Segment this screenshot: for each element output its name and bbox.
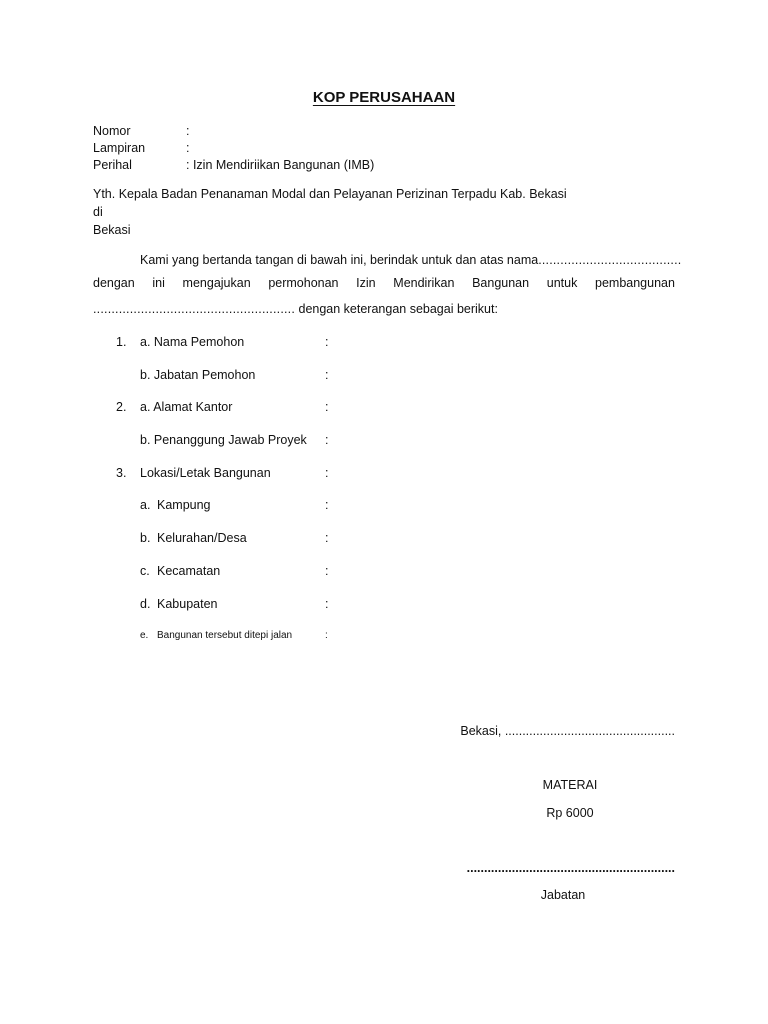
nomor-colon: : [186, 124, 190, 138]
signature-line: ............................................................ [466, 861, 675, 875]
field-colon: : [325, 400, 329, 414]
field-label-nama-pemohon: a. Nama Pemohon [140, 335, 245, 349]
company-name-blank: ....................................... [538, 253, 682, 267]
field-colon: : [325, 630, 328, 641]
addressee-di: di [93, 205, 103, 219]
field-colon: : [325, 466, 329, 480]
field-label-kecamatan: Kecamatan [157, 564, 221, 578]
paragraph-line-3 [93, 302, 498, 316]
paragraph-word: permohonan [268, 276, 339, 290]
materai-label: MATERAI [542, 778, 598, 792]
sub-letter-e: e. [140, 630, 149, 641]
nomor-label: Nomor [93, 124, 131, 138]
page-title: KOP PERUSAHAAN [312, 89, 456, 106]
paragraph-word: untuk [546, 276, 578, 290]
perihal-label: Perihal [93, 158, 132, 172]
field-label-jabatan-pemohon: b. Jabatan Pemohon [140, 368, 256, 382]
paragraph-line-2 [93, 276, 675, 290]
paragraph-text: Kami yang bertanda tangan di bawah ini, berindak untuk dan atas nama [140, 253, 539, 267]
paragraph-word: Mendirikan [393, 276, 455, 290]
field-label-kabupaten: Kabupaten [157, 597, 218, 611]
field-colon: : [325, 531, 329, 545]
sub-letter-d: d. [140, 597, 151, 611]
lampiran-colon: : [186, 141, 190, 155]
field-label-kelurahan: Kelurahan/Desa [157, 531, 247, 545]
jabatan-label: Jabatan [540, 888, 586, 902]
lampiran-label: Lampiran [93, 141, 146, 155]
paragraph-word: pembangunan [595, 276, 675, 290]
item-number-1: 1. [116, 335, 127, 349]
materai-amount: Rp 6000 [546, 806, 594, 820]
place-date: Bekasi, ................................................. [460, 724, 675, 738]
field-colon: : [325, 433, 329, 447]
field-label-jalan: Bangunan tersebut ditepi jalan [157, 630, 293, 641]
addressee-line: Yth. Kepala Badan Penanaman Modal dan Pelayanan Perizinan Terpadu Kab. Bekasi [93, 187, 567, 201]
sub-letter-a: a. [140, 498, 151, 512]
field-colon: : [325, 597, 329, 611]
paragraph-word: ini [152, 276, 165, 290]
paragraph-line-1 [140, 253, 681, 267]
paragraph-word: dengan [93, 276, 135, 290]
field-label-penanggung-jawab: b. Penanggung Jawab Proyek [140, 433, 307, 447]
field-colon: : [325, 564, 329, 578]
field-colon: : [325, 335, 329, 349]
field-colon: : [325, 498, 329, 512]
sub-letter-b: b. [140, 531, 151, 545]
field-label-lokasi: Lokasi/Letak Bangunan [140, 466, 271, 480]
field-label-alamat-kantor: a. Alamat Kantor [140, 400, 233, 414]
paragraph-text-end: dengan keterangan sebagai berikut: [298, 302, 498, 316]
field-label-kampung: Kampung [157, 498, 211, 512]
paragraph-word: Izin [356, 276, 376, 290]
item-number-2: 2. [116, 400, 127, 414]
project-blank: ....................................................... [93, 302, 296, 316]
sub-letter-c: c. [140, 564, 150, 578]
paragraph-word: mengajukan [182, 276, 251, 290]
paragraph-word: Bangunan [472, 276, 530, 290]
addressee-city: Bekasi [93, 223, 131, 237]
field-colon: : [325, 368, 329, 382]
item-number-3: 3. [116, 466, 127, 480]
perihal-value: : Izin Mendiriikan Bangunan (IMB) [186, 158, 375, 172]
